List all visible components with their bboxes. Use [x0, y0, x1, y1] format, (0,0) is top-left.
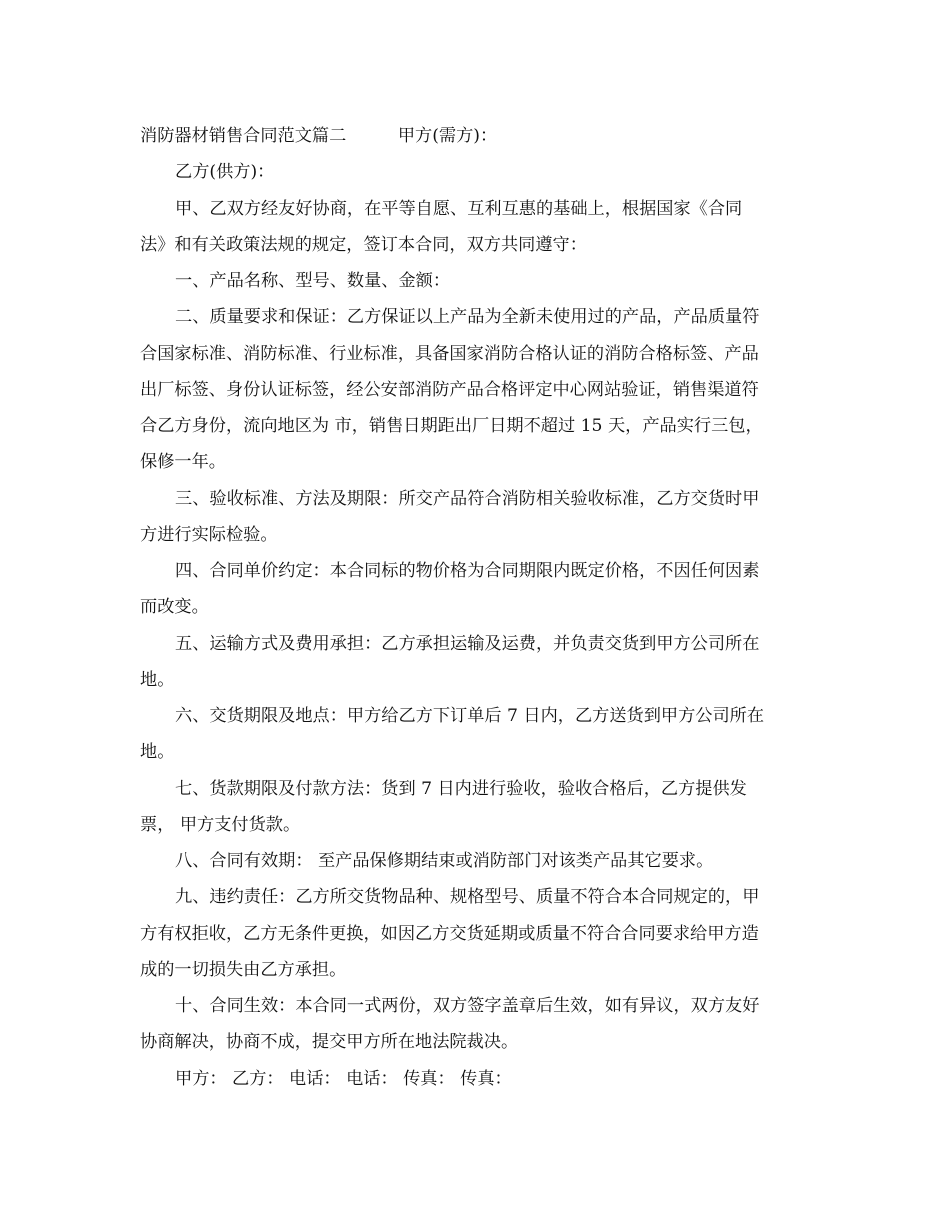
paragraph-line: 合国家标准、消防标准、行业标准，具备国家消防合格认证的消防合格标签、产品	[140, 343, 759, 364]
paragraph-line: 四、合同单价约定：本合同标的物价格为合同期限内既定价格，不因任何因素	[175, 561, 760, 581]
paragraph-line: 地。	[140, 669, 175, 690]
paragraph-clause-2	[140, 299, 820, 480]
paragraph-clause-8	[140, 843, 820, 879]
paragraph-line: 一、产品名称、型号、数量、金额：	[175, 271, 451, 291]
paragraph-line: 五、运输方式及费用承担：乙方承担运输及运费，并负责交货到甲方公司所在	[175, 633, 760, 654]
paragraph-line: 成的一切损失由乙方承担。	[140, 959, 347, 980]
paragraph-line: 三、验收标准、方法及期限：所交产品符合消防相关验收标准，乙方交货时甲	[175, 488, 760, 509]
paragraph-clause-3	[140, 481, 820, 554]
document-body	[140, 118, 820, 1097]
paragraph-line: 而改变。	[140, 597, 209, 618]
paragraph-line: 十、合同生效：本合同一式两份，双方签字盖章后生效，如有异议，双方友好	[175, 996, 760, 1016]
paragraph-line: 票， 甲方支付货款。	[140, 814, 301, 835]
paragraph-party-b	[140, 154, 820, 190]
paragraph-line: 甲方： 乙方： 电话： 电话： 传真： 传真：	[175, 1068, 512, 1089]
paragraph-clause-6	[140, 698, 820, 771]
paragraph-line: 地。	[140, 742, 175, 763]
paragraph-clause-1	[140, 263, 820, 299]
paragraph-clause-9	[140, 879, 820, 988]
paragraph-preamble	[140, 191, 820, 264]
paragraph-line: 九、违约责任：乙方所交货物品种、规格型号、质量不符合本合同规定的，甲	[175, 887, 760, 908]
paragraph-clause-10	[140, 988, 820, 1061]
paragraph-clause-5	[140, 626, 820, 699]
paragraph-line: 方进行实际检验。	[140, 524, 278, 545]
paragraph-signature-block	[140, 1061, 820, 1097]
paragraph-line: 七、货款期限及付款方法：货到 7 日内进行验收，验收合格后，乙方提供发	[175, 778, 747, 799]
paragraph-clause-4	[140, 553, 820, 626]
paragraph-line: 保修一年。	[140, 452, 226, 473]
paragraph-line: 消防器材销售合同范文篇二 甲方(需方)：	[140, 126, 498, 146]
paragraph-line: 二、质量要求和保证：乙方保证以上产品为全新未使用过的产品，产品质量符	[175, 307, 760, 328]
paragraph-line: 八、合同有效期： 至产品保修期结束或消防部门对该类产品其它要求。	[175, 851, 714, 871]
paragraph-line: 六、交货期限及地点：甲方给乙方下订单后 7 日内，乙方送货到甲方公司所在	[175, 706, 765, 726]
paragraph-line: 合乙方身份，流向地区为 市，销售日期距出厂日期不超过 15 天，产品实行三包，	[140, 416, 763, 436]
paragraph-line: 协商解决，协商不成，提交甲方所在地法院裁决。	[140, 1032, 519, 1053]
paragraph-line: 乙方(供方)：	[175, 162, 275, 183]
paragraph-heading	[140, 118, 820, 154]
paragraph-clause-7	[140, 771, 820, 844]
paragraph-line: 甲、乙双方经友好协商，在平等自愿、互利互惠的基础上，根据国家《合同	[175, 198, 743, 219]
paragraph-line: 出厂标签、身份认证标签，经公安部消防产品合格评定中心网站验证，销售渠道符	[140, 379, 759, 400]
paragraph-line: 法》和有关政策法规的规定，签订本合同，双方共同遵守：	[140, 234, 587, 255]
paragraph-line: 方有权拒收，乙方无条件更换，如因乙方交货延期或质量不符合合同要求给甲方造	[140, 923, 759, 944]
